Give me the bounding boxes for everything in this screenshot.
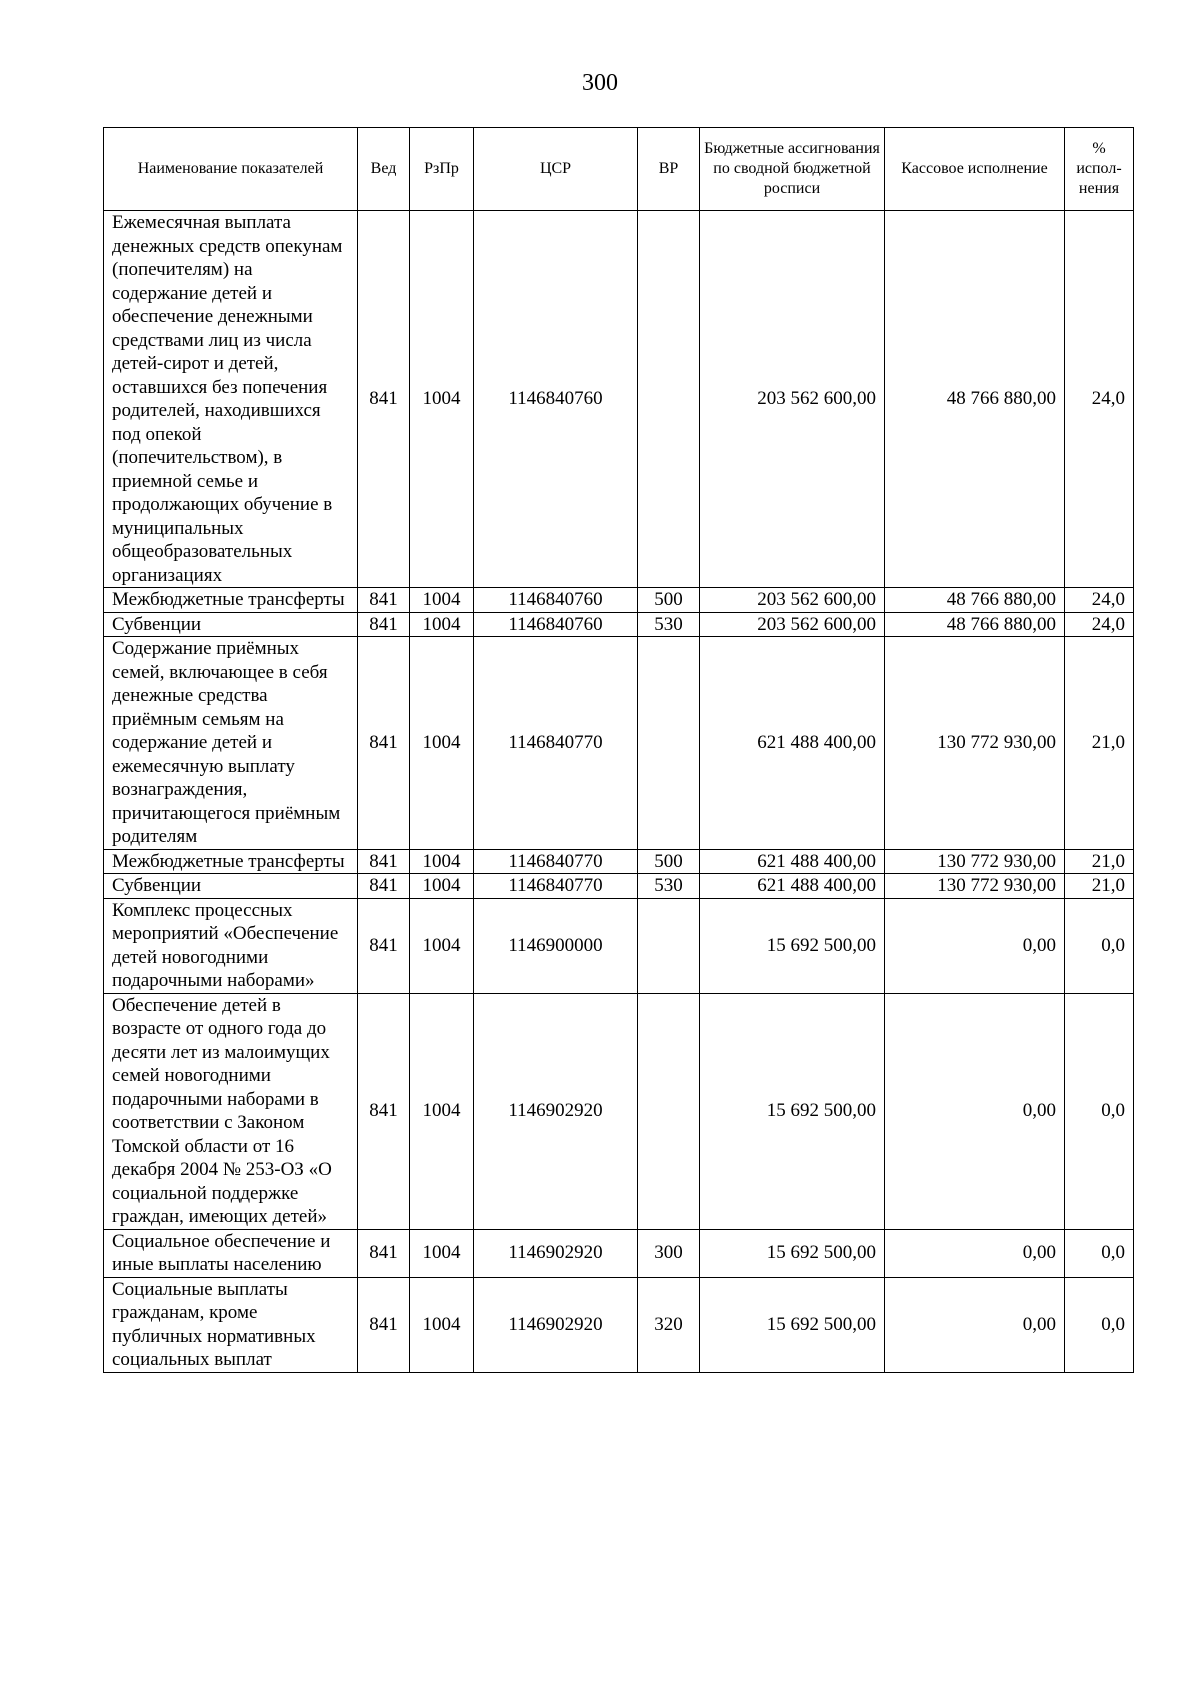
- cell-vr: [638, 637, 700, 850]
- cell-vr: [638, 898, 700, 993]
- cell-rzpr: 1004: [410, 898, 474, 993]
- cell-pct: 24,0: [1065, 588, 1134, 613]
- cell-vr: 530: [638, 612, 700, 637]
- cell-name: Социальное обеспечение и иные выплаты населению: [104, 1229, 358, 1277]
- cell-csr: 1146900000: [474, 898, 638, 993]
- cell-budget: 621 488 400,00: [700, 637, 885, 850]
- cell-vr: 530: [638, 874, 700, 899]
- cell-csr: 1146902920: [474, 1277, 638, 1372]
- cell-pct: 21,0: [1065, 874, 1134, 899]
- cell-budget: 15 692 500,00: [700, 993, 885, 1229]
- table-row: [104, 612, 1134, 637]
- cell-rzpr: 1004: [410, 849, 474, 874]
- cell-name: Межбюджетные трансферты: [104, 588, 358, 613]
- header-csr: ЦСР: [474, 128, 638, 211]
- cell-kass: 130 772 930,00: [885, 874, 1065, 899]
- header-pct: % испол-нения: [1065, 128, 1134, 211]
- cell-budget: 15 692 500,00: [700, 1277, 885, 1372]
- cell-rzpr: 1004: [410, 1229, 474, 1277]
- cell-kass: 48 766 880,00: [885, 612, 1065, 637]
- cell-pct: 0,0: [1065, 1229, 1134, 1277]
- cell-name: Субвенции: [104, 874, 358, 899]
- cell-name: Социальные выплаты гражданам, кроме публичных нормативных социальных выплат: [104, 1277, 358, 1372]
- cell-ved: 841: [358, 612, 410, 637]
- table-row: [104, 637, 1134, 850]
- cell-pct: 24,0: [1065, 211, 1134, 588]
- cell-vr: 500: [638, 588, 700, 613]
- cell-kass: 130 772 930,00: [885, 637, 1065, 850]
- cell-rzpr: 1004: [410, 637, 474, 850]
- cell-kass: 48 766 880,00: [885, 588, 1065, 613]
- cell-csr: 1146840760: [474, 211, 638, 588]
- cell-pct: 21,0: [1065, 637, 1134, 850]
- cell-kass: 130 772 930,00: [885, 849, 1065, 874]
- cell-rzpr: 1004: [410, 612, 474, 637]
- cell-name: Обеспечение детей в возрасте от одного года до десяти лет из малоимущих семей новогодними подарочными наборами в соответствии с Законом Томской области от 16 декабря 2004 № 253-ОЗ «О социальной поддержке граждан, имеющих детей»: [104, 993, 358, 1229]
- budget-execution-table: [103, 127, 1134, 1373]
- cell-budget: 621 488 400,00: [700, 849, 885, 874]
- cell-ved: 841: [358, 588, 410, 613]
- cell-rzpr: 1004: [410, 874, 474, 899]
- cell-kass: 0,00: [885, 1229, 1065, 1277]
- cell-budget: 203 562 600,00: [700, 612, 885, 637]
- table-row: [104, 993, 1134, 1229]
- cell-pct: 0,0: [1065, 898, 1134, 993]
- cell-csr: 1146902920: [474, 993, 638, 1229]
- cell-budget: 15 692 500,00: [700, 1229, 885, 1277]
- page-number: 300: [582, 70, 618, 96]
- cell-rzpr: 1004: [410, 588, 474, 613]
- cell-vr: 300: [638, 1229, 700, 1277]
- header-kass: Кассовое исполнение: [885, 128, 1065, 211]
- header-ved: Вед: [358, 128, 410, 211]
- table-row: [104, 1277, 1134, 1372]
- cell-name: Межбюджетные трансферты: [104, 849, 358, 874]
- header-budget: Бюджетные ассигнования по сводной бюджетной росписи: [700, 128, 885, 211]
- cell-kass: 0,00: [885, 1277, 1065, 1372]
- cell-budget: 15 692 500,00: [700, 898, 885, 993]
- cell-name: Содержание приёмных семей, включающее в себя денежные средства приёмным семьям на содержание детей и ежемесячную выплату вознаграждения, причитающегося приёмным родителям: [104, 637, 358, 850]
- cell-budget: 203 562 600,00: [700, 588, 885, 613]
- header-vr: ВР: [638, 128, 700, 211]
- cell-vr: 500: [638, 849, 700, 874]
- table-row: [104, 211, 1134, 588]
- table-header-row: [104, 128, 1134, 211]
- cell-csr: 1146840760: [474, 588, 638, 613]
- cell-pct: 21,0: [1065, 849, 1134, 874]
- cell-csr: 1146840770: [474, 637, 638, 850]
- cell-name: Субвенции: [104, 612, 358, 637]
- cell-vr: [638, 211, 700, 588]
- cell-name: Ежемесячная выплата денежных средств опекунам (попечителям) на содержание детей и обеспечение денежными средствами лиц из числа детей-сирот и детей, оставшихся без попечения родителей, находившихся под опекой (попечительством), в приемной семье и продолжающих обучение в муниципальных общеобразовательных организациях: [104, 211, 358, 588]
- cell-ved: 841: [358, 1277, 410, 1372]
- cell-kass: 0,00: [885, 898, 1065, 993]
- cell-ved: 841: [358, 874, 410, 899]
- table-row: [104, 1229, 1134, 1277]
- cell-kass: 0,00: [885, 993, 1065, 1229]
- header-rzpr: РзПр: [410, 128, 474, 211]
- cell-ved: 841: [358, 898, 410, 993]
- cell-kass: 48 766 880,00: [885, 211, 1065, 588]
- cell-csr: 1146840770: [474, 849, 638, 874]
- cell-pct: 0,0: [1065, 993, 1134, 1229]
- cell-budget: 203 562 600,00: [700, 211, 885, 588]
- cell-rzpr: 1004: [410, 1277, 474, 1372]
- cell-vr: 320: [638, 1277, 700, 1372]
- cell-name: Комплекс процессных мероприятий «Обеспечение детей новогодними подарочными наборами»: [104, 898, 358, 993]
- cell-ved: 841: [358, 993, 410, 1229]
- cell-ved: 841: [358, 1229, 410, 1277]
- table-row: [104, 849, 1134, 874]
- cell-pct: 24,0: [1065, 612, 1134, 637]
- cell-ved: 841: [358, 849, 410, 874]
- cell-csr: 1146840770: [474, 874, 638, 899]
- cell-csr: 1146902920: [474, 1229, 638, 1277]
- header-name: Наименование показателей: [104, 128, 358, 211]
- cell-pct: 0,0: [1065, 1277, 1134, 1372]
- cell-rzpr: 1004: [410, 993, 474, 1229]
- cell-rzpr: 1004: [410, 211, 474, 588]
- cell-ved: 841: [358, 211, 410, 588]
- cell-csr: 1146840760: [474, 612, 638, 637]
- cell-budget: 621 488 400,00: [700, 874, 885, 899]
- cell-ved: 841: [358, 637, 410, 850]
- table-row: [104, 898, 1134, 993]
- table-row: [104, 874, 1134, 899]
- table-row: [104, 588, 1134, 613]
- cell-vr: [638, 993, 700, 1229]
